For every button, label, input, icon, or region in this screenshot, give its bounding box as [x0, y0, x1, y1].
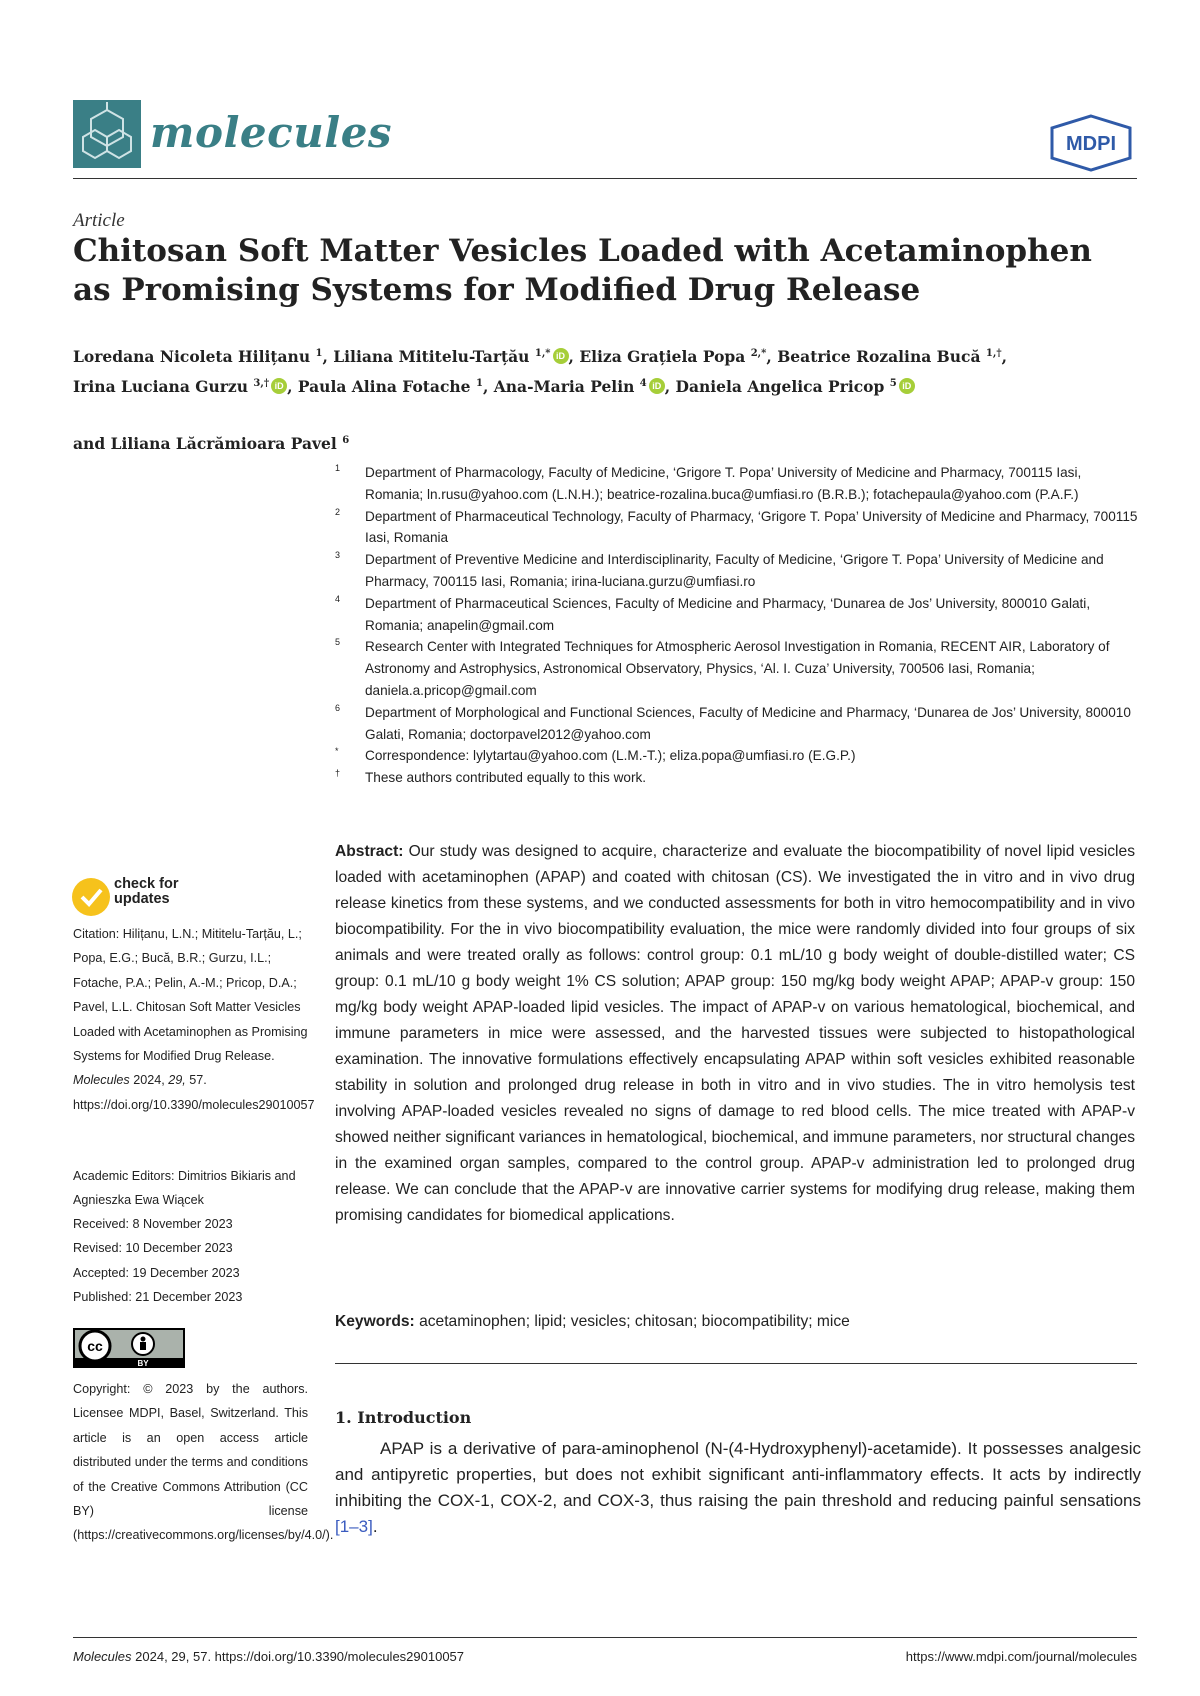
author-affiliation-mark: 2,*: [750, 348, 767, 359]
citation-block: [73, 922, 315, 1117]
section-heading-introduction: 1. Introduction: [335, 1408, 472, 1427]
affiliation-item: [335, 745, 1140, 767]
author-affiliation-mark: 1: [315, 348, 323, 359]
copyright-text: © 2023 by the authors. Licensee MDPI, Basel, Switzerland. This article is an open access article distributed under the terms and conditions of the Creative Commons Attribution (CC BY) license (https://creativecommons.org/licenses/by/4.0/).: [73, 1382, 334, 1543]
affiliation-mark: 6: [335, 702, 341, 713]
author-name[interactable]: Liliana Lăcrămioara Pavel: [110, 434, 337, 453]
affiliation-item: [335, 462, 1140, 506]
received-date: Received: 8 November 2023: [73, 1217, 233, 1231]
cc-label: cc: [87, 1338, 103, 1354]
orcid-icon[interactable]: iD: [271, 378, 287, 394]
editors-label: Academic Editors:: [73, 1169, 175, 1183]
copyright-notice: [73, 1377, 334, 1548]
article-type: Article: [73, 210, 125, 231]
author-affiliation-mark: 5: [889, 378, 897, 389]
affiliation-mark: 5: [335, 637, 341, 648]
article-title: Chitosan Soft Matter Vesicles Loaded with Acetaminophen as Promising Systems for Modified Drug Release: [73, 233, 1092, 308]
author-affiliation-mark: 3,†: [253, 378, 270, 389]
affiliation-text: Department of Preventive Medicine and Interdisciplinarity, Faculty of Medicine, ‘Grigore T. Popa’ University of Medicine and Pharmacy, 700115 Iasi, Romania; irina-luciana.gurzu@umfiasi.ro: [365, 552, 1104, 589]
author-name[interactable]: Paula Alina Fotache: [297, 377, 471, 396]
check-updates-label[interactable]: check for updates: [114, 876, 179, 907]
orcid-icon[interactable]: iD: [899, 378, 915, 394]
affiliation-item: [335, 506, 1140, 550]
journal-name: molecules: [150, 108, 393, 157]
affiliation-text: Research Center with Integrated Techniques for Atmospheric Aerosol Investigation in Romania, RECENT AIR, Laboratory of Astronomy and Astrophysics, Astronomical Observatory, Physics, ‘Al. I. Cuza’ University, 700506 Iasi, Romania; daniela.a.pricop@gmail.com: [365, 639, 1110, 698]
academic-editors: [73, 1164, 308, 1213]
accepted-date: Accepted: 19 December 2023: [73, 1265, 240, 1280]
check-updates-icon[interactable]: [72, 878, 110, 916]
publisher-name: MDPI: [1066, 133, 1116, 155]
affiliation-mark: 1: [335, 463, 341, 473]
header-divider: [73, 178, 1137, 179]
published-date: Published: 21 December 2023: [73, 1290, 243, 1305]
author-affiliation-mark: 1,*: [534, 348, 551, 359]
introduction-text: APAP is a derivative of para-aminophenol (N-(4-Hydroxyphenyl)-acetamide). It possesses analgesic and antipyretic properties, but does not exhibit significant anti-inflammatory effects. It acts by indirectly inhibiting the COX-1, COX-2, and COX-3, thus raising the pain threshold and reducing painful sensations: [335, 1439, 1141, 1510]
mdpi-logo-icon: [1046, 113, 1136, 173]
author-name[interactable]: Beatrice Rozalina Bucă: [777, 347, 981, 366]
footer-citation: [73, 1649, 464, 1664]
affiliation-item: [335, 702, 1140, 746]
publication-dates: [73, 1212, 308, 1310]
affiliations: [335, 462, 1140, 789]
author-list: Loredana Nicoleta Hilițanu $^1$, Liliana Mititelu-Tarțău $^{1,*}$ iD , Eliza Grațiela Popa $^{2,*}$, Beatrice Rozalina Bucă $^{1,\dagger}$, Irina Luciana Gurzu $^{3,\dagger}$ iD , Paula Alina Fotache $^1$, Ana-Maria Pelin $^4$ iD , Daniela Angelica Pricop $^5$ iD and Liliana Lăcrămioara Pavel $^6$: [73, 347, 1007, 453]
affiliation-text: Department of Morphological and Functional Sciences, Faculty of Medicine and Pharmacy, ‘Dunarea de Jos’ University, 800010 Galati, Romania; doctorpavel2012@yahoo.com: [365, 704, 1131, 742]
citation-label: Citation:: [73, 927, 120, 941]
abstract: [335, 839, 1135, 1229]
affiliation-item: [335, 593, 1140, 637]
abstract-divider: [335, 1363, 1137, 1364]
keywords-text: acetaminophen; lipid; vesicles; chitosan; biocompatibility; mice: [419, 1313, 850, 1330]
footer-journal: Molecules: [73, 1649, 132, 1664]
affiliation-item: [335, 767, 1140, 789]
abstract-text: Our study was designed to acquire, characterize and evaluate the biocompatibility of novel lipid vesicles loaded with acetaminophen (APAP) and coated with chitosan (CS). We investigated the in vitro and in vivo drug release kinetics from these systems, and we conducted assessments for both in vitro hemocompatibility and in vivo biocompatibility. For the in vivo biocompatibility evaluation, the mice were randomly divided into four groups of six animals and were treated orally as follows: control group: 0.1 mL/10 g body weight of double-distilled water; CS group: 0.1 mL/10 g body weight 1% CS solution; APAP group: 150 mg/kg body weight APAP; APAP-v group: 150 mg/kg body weight APAP-loaded lipid vesicles. The impact of APAP-v on various hematological, biochemical, and immune parameters in mice were assessed, and the harvested tissues were subjected to histopathological examination. The innovative formulations effectively encapsulating APAP within soft vesicles exhibited reasonable stability in solution and prolonged drug release in both in vitro and in vivo studies. The in vitro hemolysis test involving APAP-loaded vesicles revealed no signs of damage to red blood cells. The mice treated with APAP-v showed neither significant variances in hematological, biochemical, and immune parameters, nor structural changes in the examined organ samples, compared to the control group. APAP-v administration led to prolonged drug release. We can conclude that the APAP-v are innovative carrier systems for modifying drug release, making them promising candidates for biomedical applications.: [335, 843, 1135, 1224]
cc-by-label: BY: [137, 1359, 149, 1368]
citation-volume: 29,: [168, 1073, 186, 1088]
affiliation-mark: 4: [335, 593, 341, 604]
footer-url[interactable]: https://www.mdpi.com/journal/molecules: [905, 1649, 1137, 1664]
author-name[interactable]: Irina Luciana Gurzu: [73, 377, 249, 396]
affiliation-mark: *: [335, 746, 339, 757]
keywords-label: Keywords:: [335, 1313, 415, 1330]
author-name[interactable]: Liliana Mititelu-Tarțău: [333, 347, 530, 366]
citation-doi[interactable]: 57. https://doi.org/10.3390/molecules29010057: [73, 1073, 315, 1112]
affiliation-text: Department of Pharmaceutical Sciences, Faculty of Medicine and Pharmacy, ‘Dunarea de Jos’ University, 800010 Galati, Romania; anapelin@gmail.com: [365, 595, 1091, 633]
author-affiliation-mark: 6: [342, 435, 350, 446]
orcid-icon[interactable]: iD: [553, 348, 569, 364]
introduction-paragraph: [335, 1436, 1141, 1540]
footer-divider: [73, 1637, 1137, 1638]
citation-year: 2024,: [133, 1073, 165, 1088]
author-name[interactable]: Daniela Angelica Pricop: [675, 377, 885, 396]
author-name[interactable]: Ana-Maria Pelin: [493, 377, 635, 396]
revised-date: Revised: 10 December 2023: [73, 1241, 233, 1256]
abstract-label: Abstract:: [335, 843, 404, 860]
footer-citation-text[interactable]: 2024, 29, 57. https://doi.org/10.3390/molecules29010057: [135, 1649, 465, 1664]
copyright-label: Copyright:: [73, 1382, 131, 1396]
introduction-end: .: [372, 1517, 378, 1536]
author-name[interactable]: Eliza Grațiela Popa: [579, 347, 746, 366]
keywords: [335, 1309, 1135, 1335]
affiliation-text: Department of Pharmacology, Faculty of Medicine, ‘Grigore T. Popa’ University of Medicine and Pharmacy, 700115 Iasi, Romania; ln.rusu@yahoo.com (L.N.H.); beatrice-rozalina.buca@umfiasi.ro (B.R.B.); fotachepaula@yahoo.com (P.A.F.): [365, 465, 1082, 502]
affiliation-mark: 3: [335, 550, 341, 561]
author-affiliation-mark: 1: [475, 378, 483, 389]
author-affiliation-mark: 4: [639, 378, 647, 389]
orcid-icon[interactable]: iD: [649, 378, 665, 394]
affiliation-text: Correspondence: lylytartau@yahoo.com (L.M.-T.); eliza.popa@umfiasi.ro (E.G.P.): [365, 748, 856, 764]
cc-by-license-icon[interactable]: [73, 1328, 185, 1368]
journal-logo-icon: [73, 100, 141, 168]
author-affiliation-mark: 1,†: [985, 348, 1002, 359]
citation-text: Hilițanu, L.N.; Mititelu-Tarțău, L.; Popa, E.G.; Bucă, B.R.; Gurzu, I.L.; Fotache, P.A.; Pelin, A.-M.; Pricop, D.A.; Pavel, L.L. Chitosan Soft Matter Vesicles Loaded with Acetaminophen as Promising Systems for Modified Drug Release.: [73, 927, 308, 1064]
affiliation-item: [335, 549, 1140, 593]
affiliation-mark: †: [335, 768, 341, 779]
affiliation-mark: 2: [335, 506, 341, 517]
affiliation-text: Department of Pharmaceutical Technology, Faculty of Pharmacy, ‘Grigore T. Popa’ University of Medicine and Pharmacy, 700115 Iasi, Romania: [365, 508, 1138, 546]
citation-journal: Molecules: [73, 1073, 130, 1088]
editors-text: Dimitrios Bikiaris and Agnieszka Ewa Wiącek: [73, 1169, 296, 1208]
affiliation-item: [335, 636, 1140, 701]
author-conjunction: and: [73, 434, 106, 453]
affiliation-text: These authors contributed equally to this work.: [365, 770, 647, 786]
reference-link[interactable]: [1–3]: [335, 1517, 373, 1536]
author-name[interactable]: Loredana Nicoleta Hilițanu: [73, 347, 311, 366]
